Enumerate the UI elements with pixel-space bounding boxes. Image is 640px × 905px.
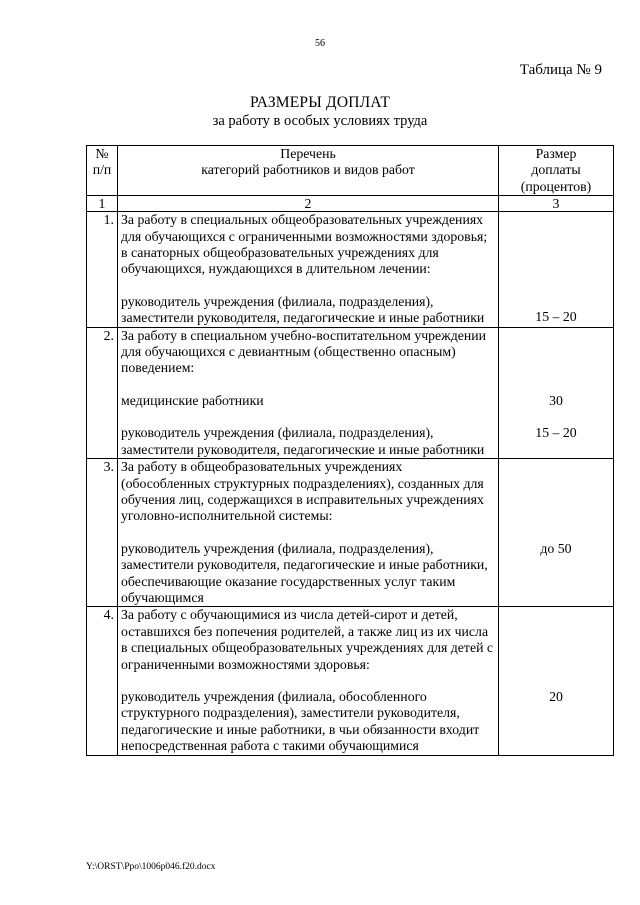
row-item-value: 30 — [549, 392, 563, 408]
row-description — [118, 212, 499, 327]
column-number: 1 — [87, 196, 118, 212]
header-list-line-2: категорий работников и видов работ — [201, 162, 415, 178]
table-label: Таблица № 9 — [519, 62, 602, 78]
header-amount-line-2: доплаты — [531, 162, 581, 178]
header-number-line-1: № — [95, 146, 109, 161]
file-path-footer: Y:\ORST\Ppo\1006p046.f20.docx — [86, 862, 216, 872]
row-item-value: 15 – 20 — [535, 425, 577, 441]
row-item-text: медицинские работники — [121, 392, 264, 408]
document-subtitle: за работу в особых условиях труда — [212, 113, 428, 129]
table-row — [87, 459, 614, 607]
row-item-text: руководитель учреждения (филиала, обособленного структурного подразделения), заместители руководителя, педагогические и иные работники, в чьи обязанности входит непосредственная работа с такими обучающимися — [121, 688, 480, 754]
row-item-text: руководитель учреждения (филиала, подразделения), заместители руководителя, педагогические и иные работники — [121, 425, 485, 457]
column-number-row — [87, 196, 614, 212]
row-description — [118, 607, 499, 755]
row-intro: За работу в специальном учебно-воспитательном учреждении для обучающихся с девиантным (общественно опасным) поведением: — [121, 327, 487, 376]
row-number: 2. — [87, 327, 118, 458]
document-title: РАЗМЕРЫ ДОПЛАТ — [249, 94, 391, 111]
row-values — [499, 212, 614, 327]
row-item-value: до 50 — [540, 541, 572, 557]
row-values — [499, 327, 614, 458]
row-item-text: руководитель учреждения (филиала, подразделения), заместители руководителя, педагогические и иные работники — [121, 293, 485, 326]
column-number: 2 — [118, 196, 499, 212]
column-number: 3 — [499, 196, 614, 212]
header-amount — [499, 146, 614, 196]
row-intro: За работу с обучающимися из числа детей-сирот и детей, оставшихся без попечения родителей, а также лиц из их числа в специальных общеобразовательных учреждениях для детей с ограниченными возможностями здоровья: — [121, 607, 494, 672]
header-list — [118, 146, 499, 196]
row-description — [118, 327, 499, 458]
row-number: 3. — [87, 459, 118, 607]
row-intro: За работу в специальных общеобразовательных учреждениях для обучающихся с ограниченными возможностями здоровья; в санаторных общеобразовательных учреждениях для обучающихся, нуждающихся в длительном лечении: — [121, 212, 488, 277]
row-number: 1. — [87, 212, 118, 327]
header-amount-line-3: (процентов) — [520, 178, 592, 194]
page-number: 56 — [315, 38, 325, 49]
row-item-value: 15 – 20 — [535, 309, 577, 325]
header-number — [87, 146, 118, 196]
table-header-row — [87, 146, 614, 196]
row-number: 4. — [87, 607, 118, 755]
header-list-line-1: Перечень — [280, 146, 336, 161]
header-amount-line-1: Размер — [535, 146, 577, 161]
row-item-value: 20 — [549, 689, 563, 705]
table-row — [87, 607, 614, 755]
row-values — [499, 459, 614, 607]
allowance-table — [86, 145, 614, 756]
row-values — [499, 607, 614, 755]
header-number-line-2: п/п — [92, 162, 112, 178]
row-intro: За работу в общеобразовательных учреждениях (обособленных структурных подразделениях), созданных для обучения лиц, содержащихся в исправительных учреждениях уголовно-исполнительной системы: — [121, 459, 484, 524]
table-row — [87, 212, 614, 327]
table-row — [87, 327, 614, 458]
row-description — [118, 459, 499, 607]
row-item-text: руководитель учреждения (филиала, подразделения), заместители руководителя, педагогические и иные работники, обеспечивающие оказание государственных услуг таким обучающимся — [121, 540, 488, 605]
